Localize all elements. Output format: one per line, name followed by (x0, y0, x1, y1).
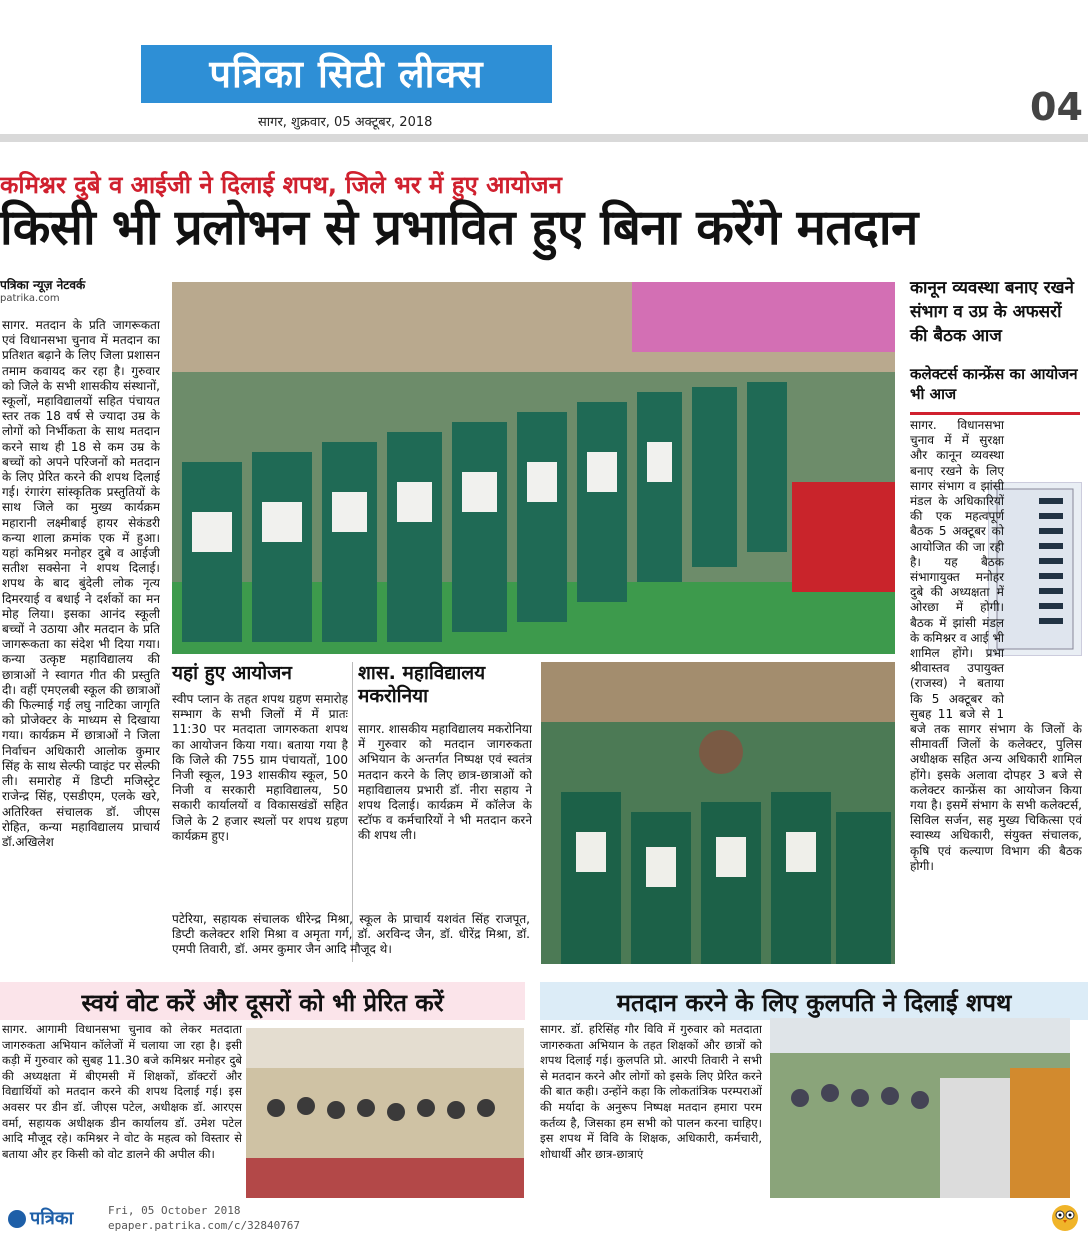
owl-icon (1050, 1200, 1080, 1232)
subhead-events: यहां हुए आयोजन (172, 662, 292, 684)
main-headline: किसी भी प्रलोभन से प्रभावित हुए बिना करेंगे मतदान (0, 199, 918, 256)
subhead-college: शास. महाविद्यालय मकरोनिया (358, 662, 486, 707)
patrika-logo-icon (8, 1210, 26, 1228)
left-column-text: सागर. मतदान के प्रति जागरूकता एवं विधानसभा चुनाव में मतदान का प्रतिशत बढ़ाने के लिए जिला प्रशासन तमाम कवायद कर रहा है। गुरुवार को जिले के सभी शासकीय संस्थानों, स्कूलों, महाविद्यालयों सहित पंचायत स्तर तक 18 वर्ष से ज्यादा उम्र के लोगों को निर्भीकता के साथ मतदान करने साथ ही 18 से कम उम्र के बच्चों को अपने परिजनों को मतदान के लिए प्रेरित करने की शपथ दिलाई गई। रंगारंग सांस्कृतिक प्रस्तुतियों के साथ जिले का मुख्य कार्यक्रम महारानी लक्ष्मीबाई हायर सेकंडरी कन्या शाला क्रमांक एक में हुआ। यहां कमिश्नर मनोहर दुबे व आईजी सतीश सक्सेना ने शपथ दिलाई। शपथ के बाद बुंदेली लोक नृत्य दिमरयाई व बधाई ने दर्शकों का मन मोह लिया। इसका आनंद स्कूली बच्चों ने उठाया और मतदान के प्रति जागरूकता का संदेश भी दिया गया। कन्या उत्कृष्ट महाविद्यालय की छात्राओं ने स्वागत गीत की प्रस्तुति दी। वहीं एमएलबी स्कूल की छात्राओं की फिल्माई गई लघु नाटिका जागृति को प्रोजेक्टर के माध्यम से दिखाया गया। कार्यक्रम में छात्राओं ने जिला निर्वाचन अधिकारी आलोक कुमार सिंह के साथ सेल्फी प्वाइंट पर सेल्फी ली। समारोह में डिप्टी मजिस्ट्रेट राजेन्द्र सिंह, एसडीएम, एलके खरे, अतिरिक्त संचालक डॉ. जीएस रोहित, कन्या महाविद्यालय प्राचार्य डॉ.अखिलेश (2, 318, 160, 849)
side-headline: कानून व्यवस्था बनाए रखने संभाग व उप्र के अफसरों की बैठक आज (910, 278, 1074, 346)
evm-wrap-spacer (1004, 480, 1082, 720)
byline: पत्रिका न्यूज़ नेटवर्क (0, 278, 86, 292)
selfie-scene-photo (541, 662, 895, 964)
box2-headline: मतदान करने के लिए कुलपति ने दिलाई शपथ (616, 989, 1012, 1017)
dateline: सागर, शुक्रवार, 05 अक्टूबर, 2018 (258, 115, 433, 130)
side-body-text: सागर. विधानसभा चुनाव में में सुरक्षा और कानून व्यवस्था बनाए रखने के लिए सागर संभाग व झांसी मंडल के अधिकारियों की एक महत्वपूर्ण बैठक 5 अक्टूबर को आयोजित की जा रही है। यह बैठक संभागायुक्त मनोहर दुबे की अध्यक्षता में ओरछा में होगी। बैठक में झांसी मंडल के कमिश्नर व आई भी शामिल होंगे। प्रभा श्रीवास्तव उपायुक्त (राजस्व) ने बताया कि 5 अक्टूबर को सुबह 11 बजे से 1 बजे तक सागर संभाग के जिलों के सीमावर्ती जिलों के कलेक्टर, पुलिस अधीक्षक सहित अन्य अधिकारी शामिल होंगे। इसके अलावा दोपहर 3 बजे से कलेक्टर कान्फ्रेंस का आयोजन किया गया है। इसमें संभाग के सभी कलेक्टर्स, सिविल सर्जन, सह मुख्य चिकित्सा एवं स्वास्थ्य अधिकारी, संयुक्त संचालक, कृषि एवं कल्याण विभाग की बैठक होगी। (910, 418, 1082, 873)
masthead-title: पत्रिका सिटी लीक्स (141, 45, 552, 103)
footer-url[interactable]: epaper.patrika.com/c/32840767 (108, 1219, 301, 1232)
box2-photo (770, 1018, 1070, 1198)
kicker: कमिश्नर दुबे व आईजी ने दिलाई शपथ, जिले भर में हुए आयोजन (0, 171, 562, 199)
top-rule (0, 134, 1088, 142)
box1-photo (246, 1028, 524, 1198)
byline-web: patrika.com (0, 293, 60, 304)
university-oath-photo (770, 1018, 1070, 1198)
attendees-text: पटेरिया, सहायक संचालक धीरेन्द्र मिश्रा, स्कूल के प्राचार्य यशवंत सिंह राजपूत, डिप्टी कलेक्टर शशि मिश्रा व अमृता गर्ग, डॉ. अरविन्द जैन, डॉ. धीरेंद्र मिश्रा, डॉ. एमपी तिवारी, डॉ. अमर कुमार जैन आदि मौजूद थे। (172, 912, 530, 957)
footer-logo (8, 1206, 73, 1230)
footer-date: Fri, 05 October 2018 (108, 1204, 241, 1217)
main-photo (172, 282, 895, 654)
side-rule (910, 412, 1080, 415)
box2-body: सागर. डॉ. हरिसिंह गौर विवि में गुरुवार को मतदाता जागरुकता अभियान के तहत शिक्षकों और छात्रों को शपथ दिलाई गई। कुलपति प्रो. आरपी तिवारी ने सभी से मतदान करने और लोगों को इसके लिए प्रेरित करने की बात कही। उन्होंने कहा कि लोकतांत्रिक परम्पराओं की मर्यादा के अनुरूप निष्पक्ष मतदान हमारा परम कर्तव्य है, जिसका हम सभी को पालन करना चाहिए। इस शपथ में विवि के शिक्षक, अधिकारी, कर्मचारी, शोधार्थी और छात्र-छात्राएं (540, 1022, 762, 1161)
side-body (910, 418, 1082, 966)
box1-body: सागर. आगामी विधानसभा चुनाव को लेकर मतदाता जागरुकता अभियान कॉलेजों में चलाया जा रहा है। इसी कड़ी में गुरुवार को सुबह 11.30 बजे कमिश्नर मनोहर दुबे की अध्यक्षता में बीएमसी में शिक्षकों, डॉक्टरों और विद्यार्थियों को मतदान करने की शपथ दिलाई गई। इस अवसर पर डीन डॉ. जीएस पटेल, अधीक्षक डॉ. आरएस वर्मा, सहायक अधीक्षक डीन कार्यालय डॉ. उमेश पटेल आदि मौजूद रहे। कमिश्नर ने वोट के महत्व को विस्तार से बताया और हर किसी को वोट डालने की अपील की। (2, 1022, 242, 1161)
footer-logo-text: पत्रिका (30, 1208, 74, 1229)
side-subhead: कलेक्टर्स कान्फ्रेंस का आयोजन भी आज (910, 365, 1078, 403)
footer-meta (108, 1203, 300, 1233)
selfie-photo (541, 662, 895, 964)
college-text: सागर. शासकीय महाविद्यालय मकरोनिया में गुरुवार को मतदान जागरुकता अभियान के अन्तर्गत निष्पक्ष एवं स्वतंत्र मतदान करने के लिए छात्र-छात्राओं को महाविद्यालय प्रभारी डॉ. नीरा सहाय ने शपथ दिलाई। कार्यक्रम में कॉलेज के स्टॉफ व कर्मचारियों ने भी मतदान करने की शपथ ली। (358, 722, 532, 843)
events-text: स्वीप प्लान के तहत शपथ ग्रहण समारोह सम्भाग के सभी जिलों में में प्रातः 11:30 पर मतदाता जागरुकता शपथ का आयोजन किया गया। बताया गया है कि जिले की 755 ग्राम पंचायतों, 100 निजी स्कूल, 193 शासकीय स्कूल, 50 निजी व सरकारी महाविद्यालय, 50 सकारी कार्यालयों व विकासखंडों सहित जिले के 2 हजार स्थलों पर शपथ ग्रहण कार्यक्रम हुए। (172, 692, 348, 843)
page-number: 04 (1030, 85, 1083, 129)
students-oath-photo (172, 282, 895, 654)
auditorium-photo (246, 1028, 524, 1198)
box1-headline: स्वयं वोट करें और दूसरों को भी प्रेरित करें (81, 989, 444, 1017)
